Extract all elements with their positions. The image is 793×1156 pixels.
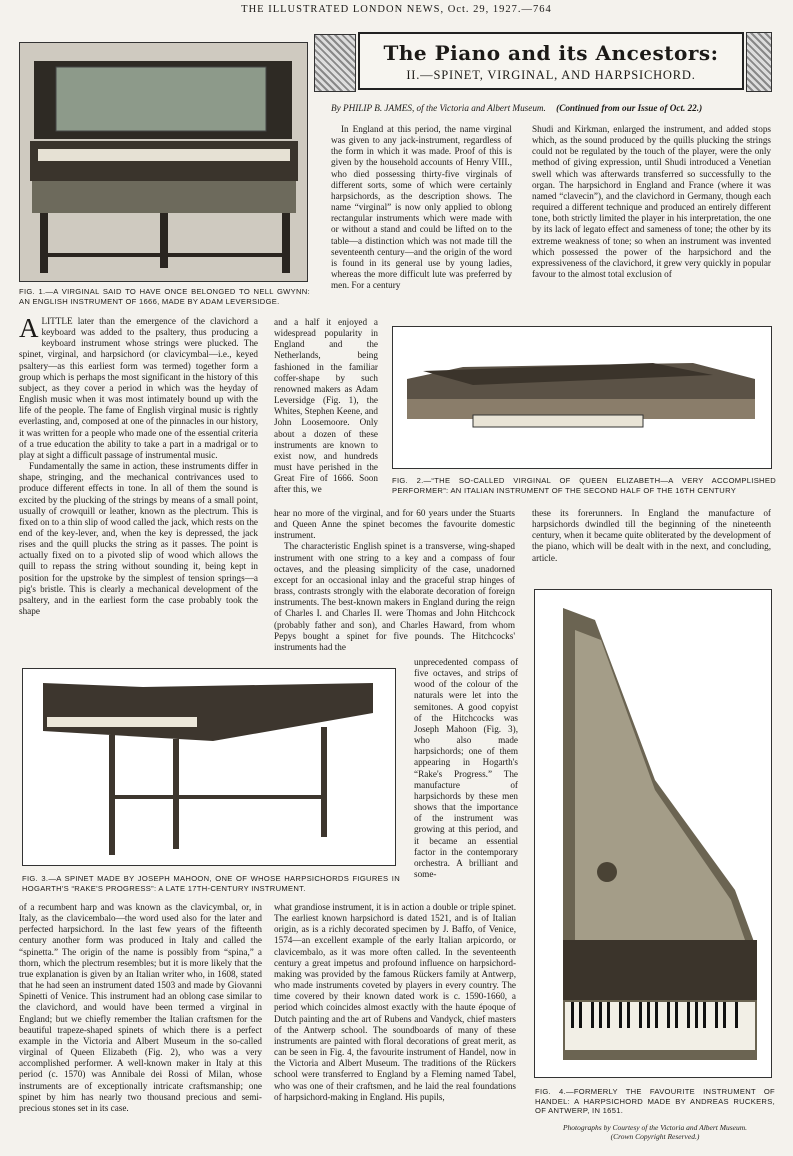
fig4-caption: FIG. 4.—FORMERLY THE FAVOURITE INSTRUMENT OF HANDEL: A HARPSICHORD MADE BY ANDREAS RUCKERS, OF ANTWERP, IN 1651. [535,1087,775,1116]
fig4-photo [534,589,772,1078]
title-ornament-right [746,32,772,92]
col1-paragraph-2: Fundamentally the same in action, these instruments differ in shape, stringing, and the mechanical contrivances used to produce different effects in tone. In all of them the sound is excited by the plucking of the strings by means of a small point, usually of crowquill or leather, known as the plectrum. This is fixed on to a thin slip of wood called the jack, which rests on the end of the key-lever, and, when the key is depressed, the jack rises and the quill plucks the string as it passes. The point is actually fixed on to a pivoted slip of wood which allows the quill to repass the string without sounding it, being kept in position for the upstroke by the simplest of tension springs—a pig's bristle. This is clearly a mechanical development of the psaltery, and in the earliest form the case probably took the shape [19,461,258,617]
col2-narrow [274,317,378,496]
col2-top-text: In England at this period, the name virginal was given to any jack-instrument, regardless of the form in which it was made. Proof of this is given by the household accounts of Henry VIII., who died possessing thirty-five virginals of different sorts, some of which were certainly harpsichords, as the description shows. The name “virginal” is now only applied to oblong rectangular instruments which were made with or without a stand and could be lifted on to the table—a distinction which was not made till the seventeenth century—and the origin of the word is found in its general use by young ladies, whereas the more difficult lute was preferred by men. For a century [331,124,512,291]
col2-mid-text: hear no more of the virginal, and for 60 years under the Stuarts and Queen Anne the spinet becomes the favourite domestic instrument. [274,508,515,541]
fig3-photo [22,668,396,866]
photo-credit-line1: Photographs by Courtesy of the Victoria and Albert Museum. [562,1123,748,1132]
title-ornament-left [314,34,356,92]
col2-top [331,124,512,291]
fig3-spinet-illustration [23,669,396,866]
col1-intro [19,313,258,617]
col2-mid2-text: The characteristic English spinet is a transverse, wing-shaped instrument with one string to a key and a compass of four octaves, and the pleasing simplicity of the case, unadorned except for an occasional inlay and the graceful strap hinges of brass, contrasts strongly with the elaborate decoration of foreign instruments. The best-known makers in England during the reign of Charles I. and Charles II. were Thomas and John Hitchcock (probably father and son), and Charles Haward, from whom Pepys bought a spinet for five pounds. The Hitchcocks' instruments had the [274,541,515,652]
fig2-spinet-illustration [393,327,772,469]
fig2-photo [392,326,772,469]
article-subtitle: II.—SPINET, VIRGINAL, AND HARPSICHORD. [406,68,696,82]
photo-credit [535,1123,775,1141]
col2-narrow2 [414,657,518,880]
fig4-harpsichord-illustration [535,590,772,1078]
title-box [358,32,744,90]
col2-mid [274,508,515,653]
fig1-photo [19,42,308,282]
col1-bottom [19,902,262,1114]
photo-credit-line2: (Crown Copyright Reserved.) [610,1132,700,1141]
masthead: THE ILLUSTRATED LONDON NEWS, Oct. 29, 1927.—764 [241,4,552,15]
byline-continued: (Continued from our Issue of Oct. 22.) [556,103,703,113]
col3-mid [532,508,771,564]
col2-bottom [274,902,516,1103]
col3-mid-text: these its forerunners. In England the manufacture of harpsichords dwindled till the beginning of the nineteenth century, when it became quite obliterated by the development of the piano, which will be dealt with in the next, and concluding, article. [532,508,771,563]
col2-narrow2-text: unprecedented compass of five octaves, and strips of wood of the colour of the naturals were let into the semitones. A good copyist of the Hitchcocks was Joseph Mahoon (Fig. 3), who also made harpsichords; one of them appearing in Hogarth's “Rake's Progress.” The manufacture of harpsichords by these men shows that the importance of the instrument was growing at this period, and it became an essential factor in the contemporary orchestra. A brilliant and some- [414,657,518,879]
col1-intro-text: LITTLE later than the emergence of the clavichord a keyboard was added to the psaltery, thus producing a keyboard instrument whose strings were plucked. The spinet, virginal, and harpsichord (or clavicymbal—i.e., keyed psaltery—as this earliest form was termed) together form a group which is perhaps the most significant in the history of this subject, as they cover a period in which was the heyday of English music when it was most intimately bound up with the life of the people. The fame of English virginal music is rightly everlasting, and, composed at one of the pinnacles in our history, it was written for a people who made one of the essential criteria of a true education the ability to take a part in a madrigal or to play at sight a difficult passage of instrumental music. [19,316,258,460]
fig1-virginal-illustration [20,43,308,282]
col3-top-text: Shudi and Kirkman, enlarged the instrument, and added stops which, as the sound produced by the quills plucking the strings could not be regulated by the touch of the player, were the only method of giving expression, until Shudi introduced a Venetian swell which was afterwards transferred so successfully to the organ. The harpsichord in England and France (where it was named “clavecin”), and the clavichord in Germany, though each required a different technique and produced an entirely different tone, both strictly limited the player in his interpretation, the one by its lack of legato effect and sameness of tone; the other by its extreme weakness of tone; so when an instrument was invented which possessed the power of the harpsichord and the expressiveness of the clavichord, it grew very quickly in popular favour to the almost total exclusion of [532,124,771,280]
col1-bottom-text: of a recumbent harp and was known as the clavicymbal, or, in Italy, as the clavicembalo—the word used also for the later and perfected harpsichord. In the last few years of the fifteenth century another form was produced in Italy and called the “spinetta.” The origin of the name is possibly from “spina,” a thorn, which the plectrum resembles; but it is more likely that the true explanation is given by an Italian writer who, in 1608, stated that he had seen an instrument dated 1503 and made by Giovanni Spinetti of Venice. This instrument had an oblong case similar to the clavichord, and would have been termed a virginal in England; but we chiefly remember the Italian craftsmen for the beautiful trapeze-shaped spinets of which there is a perfect example in the Victoria and Albert Museum in the so-called virginal of Queen Elizabeth (Fig. 2), who was a very accomplished performer. A well-known maker in Italy at this period (c. 1570) was Annibale dei Rossi of Milan, whose instruments are of exceptionally intricate craftsmanship; one spinet by him has nearly two thousand precious and semi-precious stones set in its case. [19,902,262,1113]
col2-bottom-text: what grandiose instrument, it is in action a double or triple spinet. The earliest known harpsichord is dated 1521, and is of Italian origin, as is a richly decorated specimen by J. Baffo, of Venice, 1574—an excellent example of the early Italian arpicordo, or clavicembalo, as it was more often called. In the seventeenth century a great impetus and profound influence on harpsichord-making was provided by the famous Rückers family at Antwerp, who made instruments coveted by players in every country. The time covered by their known dated work is c. 1590-1660, a period which coincides almost exactly with the haute époque of Dutch painting and the art of Rubens and Vandyck, chief masters of the Antwerp school. The soundboards of many of these instruments are painted with floral decorations of great merit, as can be seen in Fig. 4, the favourite instrument of Handel, now in the Victoria and Albert Museum. The traditions of the Rückers school were transferred to England by a Fleming named Tabel, who was one of their craftsmen, and he laid the real foundations of harpsichord-making in England. His pupils, [274,902,516,1102]
article-title: The Piano and its Ancestors: [383,41,719,65]
fig1-caption: FIG. 1.—A VIRGINAL SAID TO HAVE ONCE BELONGED TO NELL GWYNN: AN ENGLISH INSTRUMENT OF 1666, MADE BY ADAM LEVERSIDGE. [19,287,310,306]
col2-narrow-text: and a half it enjoyed a widespread popularity in England and the Netherlands, being fashioned in the familiar coffer-shape by such renowned makers as Adam Leversidge (Fig. 1), the Whites, Stephen Keene, and John Loosemoore. Only about a dozen of these instruments are known to exist now, and hundreds must have perished in the Great Fire of 1666. Soon after this, we [274,317,378,495]
drop-cap: A [19,313,39,343]
col3-top [532,124,771,280]
byline [331,103,771,113]
fig2-caption: FIG. 2.—“THE SO-CALLED VIRGINAL OF QUEEN ELIZABETH—A VERY ACCOMPLISHED PERFORMER”: AN ITALIAN INSTRUMENT OF THE SECOND HALF OF THE 16TH CENTURY [392,476,776,495]
fig3-caption: FIG. 3.—A SPINET MADE BY JOSEPH MAHOON, ONE OF WHOSE HARPSICHORDS FIGURES IN HOGARTH'S “RAKE'S PROGRESS”: A LATE 17TH-CENTURY INSTRUMENT. [22,874,400,893]
byline-author: By PHILIP B. JAMES, of the Victoria and Albert Museum. [331,103,546,113]
